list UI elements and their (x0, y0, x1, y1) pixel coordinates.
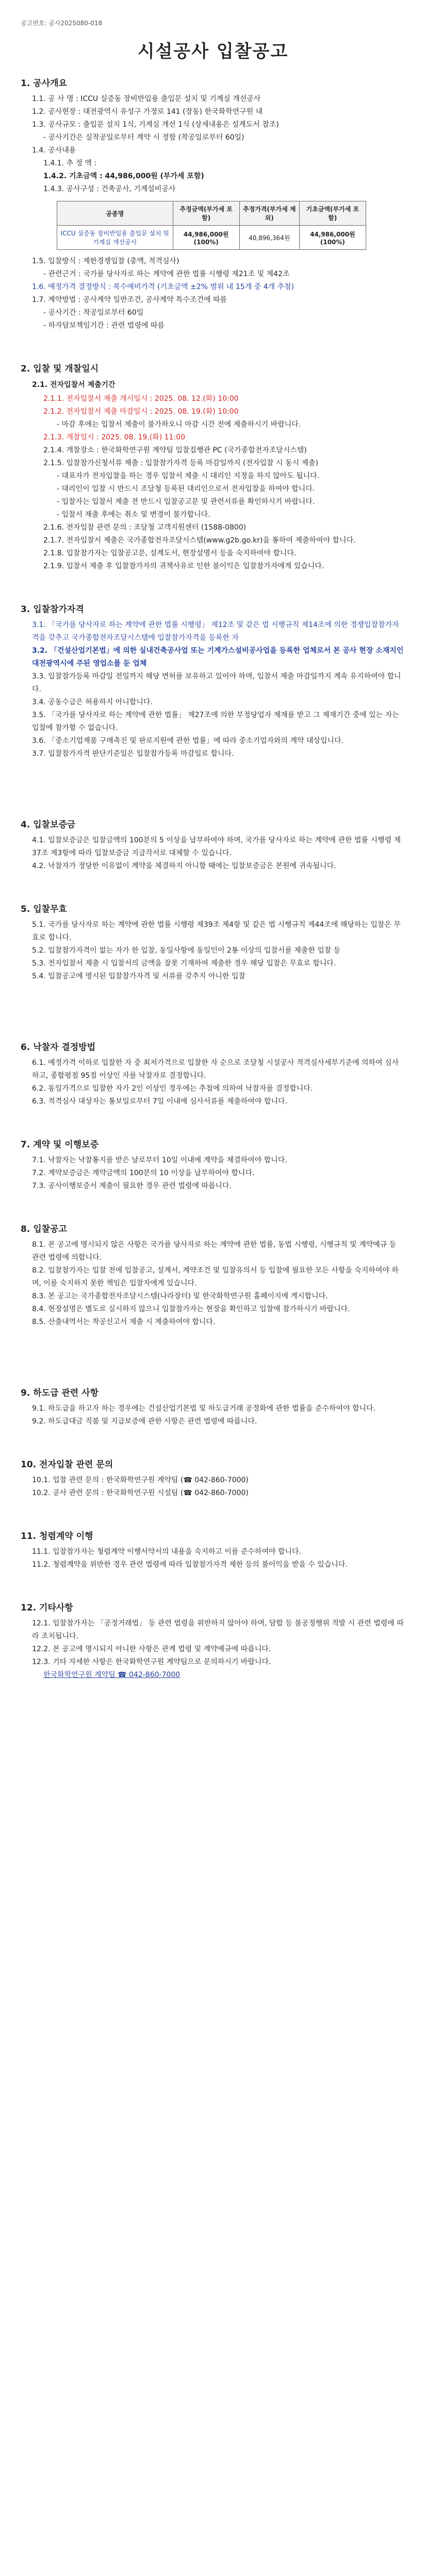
line: 4.2. 낙찰자가 정당한 이유없이 계약을 체결하지 아니할 때에는 입찰보증금은 본원에 귀속됩니다. (32, 862, 336, 870)
line: 8.2. 입찰참가자는 입찰 전에 입찰공고, 설계서, 계약조건 및 입찰유의서 등 입찰에 필요한 모든 사항을 숙지하여야 하며, 이를 숙지하지 못한 책임은 입찰자에게 있습니다. (32, 1266, 399, 1287)
line: 2.1.5. 입찰참가신청서류 제출 : 입찰참가자격 등록 마감일까지 (전자입찰 시 동시 제출) (43, 459, 318, 467)
line: 3.1. 「국가를 당사자로 하는 계약에 관한 법률 시행령」 제12조 및 같은 법 시행규칙 제14조에 의한 경쟁입찰참가자격을 갖추고 국가종합전자조달시스템에 입찰참가자격을 등록한 자 (32, 621, 399, 642)
line: 12.3. 기타 자세한 사항은 한국화학연구원 계약팀으로 문의하시기 바랍니다. (32, 1658, 271, 1666)
line: - 공사기간 : 착공일로부터 60일 (43, 309, 144, 317)
line: - 대표자가 전자입찰을 하는 경우 입찰서 제출 시 대리인 지정을 하지 않아도 됩니다. (57, 472, 320, 480)
section-3 (21, 602, 405, 760)
table-header-row (57, 201, 366, 226)
line: 1.2. 공사현장 : 대전광역시 유성구 가정로 141 (장동) 한국화학연구원 내 (32, 108, 263, 116)
contact-line: 한국화학연구원 계약팀 ☎ 042-860-7000 (43, 1671, 181, 1679)
section-11 (21, 1529, 405, 1571)
line: 1.4.1. 추 정 액 : (43, 159, 97, 167)
line: 2.1.7. 전자입찰서 제출은 국가종합전자조달시스템(www.g2b.go.kr)을 통하여 제출하여야 합니다. (43, 536, 356, 545)
section-4 (21, 817, 405, 873)
section-heading: 6. 낙찰자 결정방법 (21, 1042, 96, 1053)
line: - 관련근거 : 국가를 당사자로 하는 계약에 관한 법률 시행령 제21조 및 제42조 (43, 270, 290, 278)
line: 1.3. 공사규모 : 출입문 설치 1식, 기계실 개선 1식 (상세내용은 설계도서 참조) (32, 121, 279, 129)
line: 1.4.2. 기초금액 : 44,986,000원 (부가세 포함) (43, 172, 204, 180)
line: 2.1.2. 전자입찰서 제출 마감일시 : 2025. 08. 19.(화) 10:00 (43, 408, 239, 416)
section-heading: 12. 기타사항 (21, 1603, 73, 1613)
line: 7.2. 계약보증금은 계약금액의 100분의 10 이상을 납부하여야 합니다. (32, 1169, 255, 1177)
line: - 하자담보책임기간 : 관련 법령에 따름 (43, 321, 165, 330)
line: 2.1.3. 개찰일시 : 2025. 08. 19.(화) 11:00 (43, 433, 185, 442)
section-heading: 3. 입찰참가자격 (21, 604, 84, 615)
table-header: 기초금액(부가세 포함) (299, 201, 366, 226)
table-cell: ICCU 실증동 장비반입용 출입문 설치 및 기계실 개선공사 (57, 226, 173, 250)
line: 12.1. 입찰참가자는 「공정거래법」 등 관련 법령을 위반하지 않아야 하며, 담합 등 불공정행위 적발 시 관련 법령에 따라 조치됩니다. (32, 1619, 404, 1640)
line: 2.1.4. 개찰장소 : 한국화학연구원 계약팀 입찰집행관 PC (국가종합전자조달시스템) (43, 446, 307, 454)
line: 9.2. 하도급대금 직불 및 지급보증에 관한 사항은 관련 법령에 따릅니다. (32, 1417, 257, 1426)
line: 4.1. 입찰보증금은 입찰금액의 100분의 5 이상을 납부하여야 하며, 국가를 당사자로 하는 계약에 관한 법률 시행령 제37조 제3항에 따라 입찰보증금 지급각서로 대체할 수 있습니다. (32, 836, 401, 857)
table-header: 공종명 (57, 201, 173, 226)
line: 11.2. 청렴계약을 위반한 경우 관련 법령에 따라 입찰참가자격 제한 등의 불이익을 받을 수 있습니다. (32, 1561, 348, 1569)
line: 1.5. 입찰방식 : 제한경쟁입찰 (총액, 적격심사) (32, 257, 179, 265)
line: 3.7. 입찰참가자격 판단기준일은 입찰참가등록 마감일로 합니다. (32, 750, 234, 758)
line: 10.1. 입찰 관련 문의 : 한국화학연구원 계약팀 (☎ 042-860-7000) (32, 1476, 249, 1484)
line: 8.1. 본 공고에 명시되지 않은 사항은 국가를 당사자로 하는 계약에 관한 법률, 동법 시행령, 시행규칙 및 계약예규 등 관련 법령에 의합니다. (32, 1241, 397, 1262)
line: 5.4. 입찰공고에 명시된 입찰참가자격 및 서류를 갖추지 아니한 입찰 (32, 972, 245, 980)
line: 7.3. 공사이행보증서 제출이 필요한 경우 관련 법령에 따릅니다. (32, 1182, 232, 1190)
line: 2.1.6. 전자입찰 관련 문의 : 조달청 고객지원센터 (1588-0800) (43, 523, 247, 532)
line: 3.4. 공동수급은 허용하지 아니합니다. (32, 698, 153, 706)
section-2 (21, 361, 405, 573)
section-heading: 7. 계약 및 이행보증 (21, 1140, 99, 1150)
table-cell: 44,986,000원(100%) (173, 226, 239, 250)
line: 5.3. 전자입찰서 제출 시 입찰서의 금액을 잘못 기재하여 제출한 경우 해당 입찰은 무효로 합니다. (32, 959, 336, 968)
section-heading: 10. 전자입찰 관련 문의 (21, 1460, 113, 1470)
line: 2.1.1. 전자입찰서 제출 개시일시 : 2025. 08. 12.(화) 10:00 (43, 395, 239, 403)
section-8 (21, 1222, 405, 1329)
section-6 (21, 1040, 405, 1108)
line: - 입찰서 제출 후에는 취소 및 변경이 불가합니다. (57, 511, 210, 519)
price-table (57, 201, 366, 250)
page-title: 시설공사 입찰공고 (137, 41, 289, 62)
section-heading: 8. 입찰공고 (21, 1224, 67, 1234)
line: 2.1.8. 입찰참가자는 입찰공고문, 설계도서, 현장설명서 등을 숙지하여야 합니다. (43, 549, 297, 557)
line: 3.3. 입찰참가등록 마감일 전일까지 해당 면허를 보유하고 있어야 하며, 입찰서 제출 마감일까지 계속 유지하여야 합니다. (32, 672, 401, 693)
line: 1.6. 예정가격 결정방식 : 복수예비가격 (기초금액 ±2% 범위 내 15개 중 4개 추첨) (32, 283, 294, 291)
line: 3.2. 「건설산업기본법」에 의한 실내건축공사업 또는 기계가스설비공사업을 등록한 업체로서 본 공사 현장 소재지인 대전광역시에 주된 영업소를 둔 업체 (32, 647, 404, 668)
line: 1.1. 공 사 명 : ICCU 실증동 장비반입용 출입문 설치 및 기계실 개선공사 (32, 95, 261, 103)
line: 2.1.9. 입찰서 제출 후 입찰참가자의 귀책사유로 인한 불이익은 입찰참가자에게 있습니다. (43, 562, 324, 570)
table-cell: 44,986,000원(100%) (299, 226, 366, 250)
section-7 (21, 1137, 405, 1193)
line: 8.4. 현장설명은 별도로 실시하지 않으니 입찰참가자는 현장을 확인하고 입찰에 참가하시기 바랍니다. (32, 1305, 350, 1313)
line: 7.1. 낙찰자는 낙찰통지를 받은 날로부터 10일 이내에 계약을 체결하여야 합니다. (32, 1156, 287, 1164)
section-heading: 11. 청렴계약 이행 (21, 1531, 93, 1541)
table-header: 추정가격(부가세 제외) (239, 201, 299, 226)
line: 9.1. 하도급을 하고자 하는 경우에는 건설산업기본법 및 하도급거래 공정화에 관한 법률을 준수하여야 합니다. (32, 1404, 376, 1413)
section-5 (21, 902, 405, 983)
line: - 마감 후에는 입찰서 제출이 불가하오니 마감 시간 전에 제출하시기 바랍니다. (57, 420, 301, 429)
section-1 (21, 76, 405, 332)
section-9 (21, 1385, 405, 1428)
line: 1.4. 공사내용 (32, 146, 76, 155)
line: 3.5. 「국가를 당사자로 하는 계약에 관한 법률」 제27조에 의한 부정당업자 제재를 받고 그 제재기간 중에 있는 자는 입찰에 참가할 수 없습니다. (32, 711, 399, 732)
line: 5.1. 국가를 당사자로 하는 계약에 관한 법률 시행령 제39조 제4항 및 같은 법 시행규칙 제44조에 해당하는 입찰은 무효로 합니다. (32, 921, 401, 942)
line: - 공사기간은 실착공일로부터 계약 시 정함 (착공일로부터 60일) (43, 133, 244, 142)
section-heading: 1. 공사개요 (21, 78, 67, 89)
line: 6.3. 적격심사 대상자는 통보일로부터 7일 이내에 심사서류를 제출하여야 합니다. (32, 1097, 287, 1106)
line: - 대리인이 입찰 시 반드시 조달청 등록된 대리인으로서 전자입찰을 하여야 합니다. (57, 485, 315, 493)
table-row (57, 226, 366, 250)
line: 8.3. 본 공고는 국가종합전자조달시스템(나라장터) 및 한국화학연구원 홈페이지에 게시합니다. (32, 1292, 328, 1300)
line: 11.1. 입찰참가자는 청렴계약 이행서약서의 내용을 숙지하고 이를 준수하여야 합니다. (32, 1548, 301, 1556)
line: 5.2. 입찰참가자격이 없는 자가 한 입찰, 동일사항에 동일인이 2통 이상의 입찰서를 제출한 입찰 등 (32, 946, 341, 955)
line: 1.7. 계약방법 : 공사계약 일반조건, 공사계약 특수조건에 따름 (32, 296, 227, 304)
section-heading: 4. 입찰보증금 (21, 820, 76, 830)
section-heading: 2. 입찰 및 개찰일시 (21, 364, 99, 374)
section-12 (21, 1600, 405, 1682)
table-cell: 40,896,364원 (239, 226, 299, 250)
line: 1.4.3. 공사구성 : 건축공사, 기계설비공사 (43, 185, 176, 193)
line: - 입찰자는 입찰서 제출 전 반드시 입찰공고문 및 관련서류를 확인하시기 바랍니다. (57, 498, 315, 506)
line: 6.1. 예정가격 이하로 입찰한 자 중 최저가격으로 입찰한 자 순으로 조달청 시설공사 적격심사세부기준에 의하여 심사하고, 종합평점 95점 이상인 자를 낙찰자로 결정합니다. (32, 1059, 399, 1080)
section-heading: 5. 입찰무효 (21, 904, 67, 914)
subheading: 2.1. 전자입찰서 제출기간 (32, 381, 116, 389)
line: 6.2. 동일가격으로 입찰한 자가 2인 이상인 경우에는 추첨에 의하여 낙찰자를 결정합니다. (32, 1084, 313, 1093)
line: 10.2. 공사 관련 문의 : 한국화학연구원 시설팀 (☎ 042-860-7000) (32, 1489, 249, 1497)
table-header: 추정금액(부가세 포함) (173, 201, 239, 226)
section-10 (21, 1457, 405, 1500)
doc-number: 공고번호: 공사2025080-018 (21, 20, 103, 27)
section-heading: 9. 하도급 관련 사항 (21, 1388, 99, 1398)
line: 8.5. 산출내역서는 착공신고서 제출 시 제출하여야 합니다. (32, 1318, 216, 1326)
line: 12.2. 본 공고에 명시되지 아니한 사항은 관계 법령 및 계약예규에 따릅니다. (32, 1645, 271, 1653)
line: 3.6. 「중소기업제품 구매촉진 및 판로지원에 관한 법률」에 따라 중소기업자와의 계약 대상입니다. (32, 737, 344, 745)
